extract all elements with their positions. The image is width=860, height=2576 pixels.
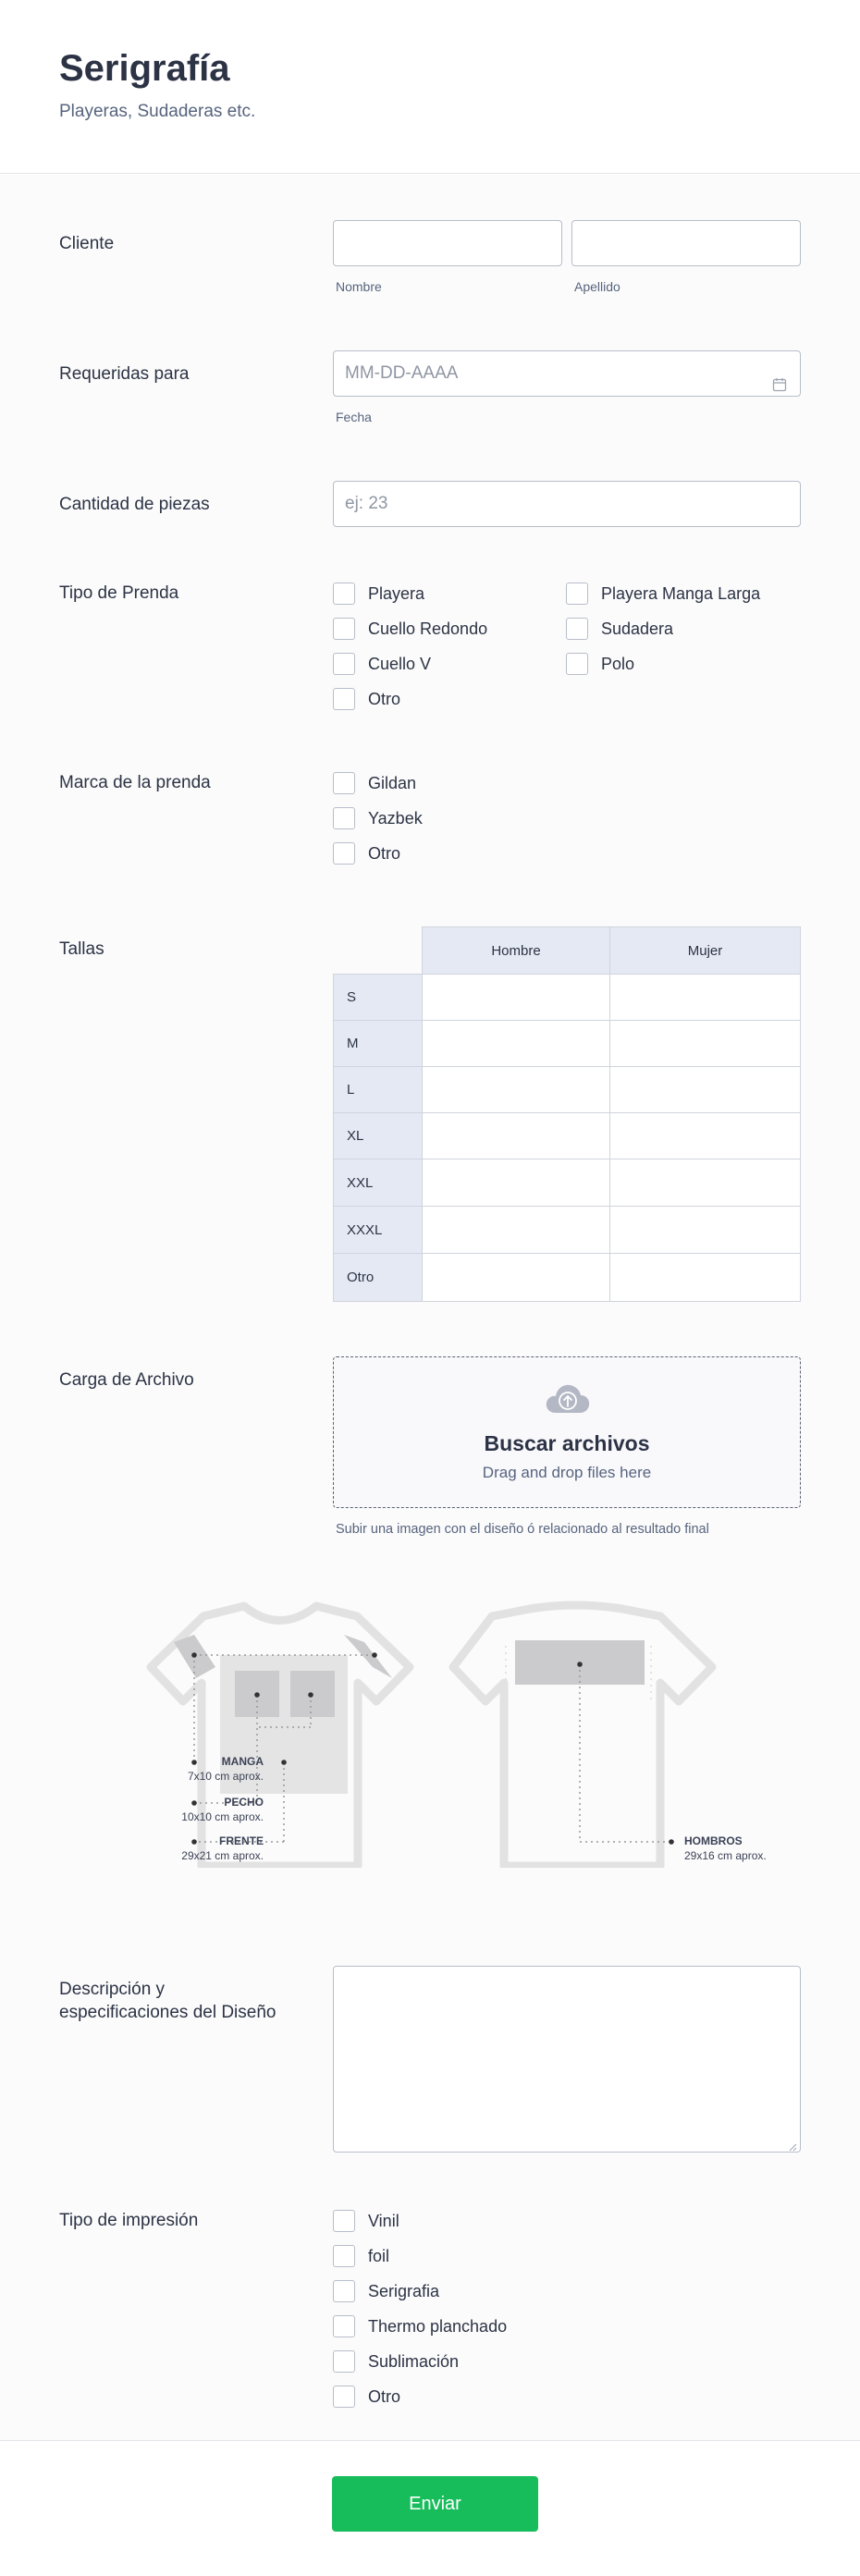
checkbox-label: Vinil [368, 2211, 399, 2230]
checkbox-label: Otro [368, 843, 401, 863]
impresion-label: Tipo de impresión [59, 2211, 199, 2230]
hombros-size: 29x16 cm aprox. [684, 1849, 767, 1862]
checkbox-label: Playera [368, 583, 425, 603]
carga-sublabel: Subir una imagen con el diseño ó relacionado al resultado final [336, 1522, 709, 1537]
tallas-label: Tallas [59, 939, 104, 959]
cloud-upload-icon [545, 1381, 591, 1415]
cell-xxxl-mujer[interactable] [609, 1206, 801, 1254]
manga-size: 7x10 cm aprox. [187, 1770, 264, 1783]
submit-button[interactable]: Enviar [332, 2476, 538, 2532]
checkbox-box[interactable] [566, 653, 588, 675]
nombre-sublabel: Nombre [336, 279, 382, 294]
checkbox-label: Yazbek [368, 808, 423, 828]
marca-label: Marca de la prenda [59, 773, 211, 792]
checkbox-box[interactable] [333, 653, 355, 675]
date-placeholder: MM-DD-AAAA [345, 363, 459, 383]
drag-drop-hint: Drag and drop files here [482, 1464, 652, 1481]
file-upload-dropzone[interactable] [333, 1356, 801, 1508]
checkbox-thermo-planchado[interactable] [333, 2315, 507, 2337]
cliente-label: Cliente [59, 234, 115, 253]
checkbox-gildan[interactable] [333, 772, 416, 794]
cell-s-hombre[interactable] [422, 974, 610, 1021]
frente-label: FRENTE [219, 1834, 264, 1847]
checkbox-sudadera[interactable] [566, 618, 673, 640]
column-header-hombre: Hombre [422, 926, 610, 975]
cantidad-label: Cantidad de piezas [59, 495, 210, 514]
checkbox-box[interactable] [333, 618, 355, 640]
descripcion-label-line2: especificaciones del Diseño [59, 2003, 276, 2022]
checkbox-label: Thermo planchado [368, 2316, 508, 2336]
tipo-prenda-label: Tipo de Prenda [59, 583, 179, 603]
checkbox-otro-marca[interactable] [333, 842, 400, 865]
row-header-otro: Otro [333, 1253, 423, 1302]
checkbox-yazbek[interactable] [333, 807, 423, 829]
checkbox-label: Gildan [368, 773, 417, 792]
checkbox-box[interactable] [333, 2210, 355, 2232]
checkbox-polo[interactable] [566, 653, 634, 675]
cell-xl-mujer[interactable] [609, 1112, 801, 1159]
resize-handle-icon[interactable] [788, 2140, 797, 2149]
requeridas-label: Requeridas para [59, 364, 190, 384]
cell-xxl-mujer[interactable] [609, 1159, 801, 1207]
checkbox-otro-impresion[interactable] [333, 2386, 400, 2408]
nombre-input[interactable] [333, 220, 562, 266]
pecho-size: 10x10 cm aprox. [181, 1810, 264, 1823]
page-title: Serigrafía [59, 48, 230, 89]
descripcion-textarea[interactable] [333, 1966, 801, 2153]
cell-m-mujer[interactable] [609, 1020, 801, 1067]
checkbox-label: Sudadera [601, 619, 674, 638]
checkbox-box[interactable] [566, 583, 588, 605]
checkbox-box[interactable] [333, 688, 355, 710]
checkbox-box[interactable] [333, 2350, 355, 2373]
row-header-s: S [333, 974, 423, 1021]
checkbox-label: Cuello V [368, 654, 432, 673]
cantidad-input[interactable]: ej: 23 [333, 481, 801, 527]
checkbox-label: Otro [368, 689, 401, 708]
cell-xl-hombre[interactable] [422, 1112, 610, 1159]
manga-label: MANGA [221, 1755, 264, 1768]
checkbox-box[interactable] [333, 807, 355, 829]
checkbox-box[interactable] [333, 842, 355, 865]
checkbox-sublimacion[interactable] [333, 2350, 459, 2373]
checkbox-label: Serigrafia [368, 2281, 440, 2300]
checkbox-cuello-v[interactable] [333, 653, 431, 675]
page-subtitle: Playeras, Sudaderas etc. [59, 102, 256, 121]
pecho-label: PECHO [224, 1796, 264, 1809]
cell-xxl-hombre[interactable] [422, 1159, 610, 1207]
calendar-icon[interactable] [772, 365, 787, 380]
cell-m-hombre[interactable] [422, 1020, 610, 1067]
checkbox-box[interactable] [333, 2386, 355, 2408]
fecha-sublabel: Fecha [336, 410, 372, 424]
checkbox-label: foil [368, 2246, 390, 2265]
frente-size: 29x21 cm aprox. [181, 1849, 264, 1862]
apellido-sublabel: Apellido [574, 279, 620, 294]
checkbox-cuello-redondo[interactable] [333, 618, 487, 640]
checkbox-label: Otro [368, 2386, 401, 2406]
carga-label: Carga de Archivo [59, 1370, 194, 1390]
form-header [0, 0, 860, 174]
row-header-xxxl: XXXL [333, 1206, 423, 1254]
checkbox-playera-manga-larga[interactable] [566, 583, 760, 605]
cell-s-mujer[interactable] [609, 974, 801, 1021]
print-placement-diagram [83, 1600, 786, 1868]
checkbox-label: Polo [601, 654, 635, 673]
cell-l-mujer[interactable] [609, 1066, 801, 1113]
apellido-input[interactable] [571, 220, 801, 266]
checkbox-serigrafia[interactable] [333, 2280, 439, 2302]
hombros-label: HOMBROS [684, 1834, 743, 1847]
checkbox-label: Cuello Redondo [368, 619, 488, 638]
cell-otro-hombre[interactable] [422, 1253, 610, 1302]
row-header-xl: XL [333, 1112, 423, 1159]
checkbox-label: Playera Manga Larga [601, 583, 761, 603]
descripcion-label-line1: Descripción y [59, 1980, 166, 1999]
cell-xxxl-hombre[interactable] [422, 1206, 610, 1254]
cell-otro-mujer[interactable] [609, 1253, 801, 1302]
checkbox-box[interactable] [333, 583, 355, 605]
browse-files-button[interactable]: Buscar archivos [484, 1431, 650, 1455]
checkbox-playera[interactable] [333, 583, 424, 605]
date-input[interactable] [333, 350, 801, 397]
tallas-grid [333, 926, 801, 1302]
checkbox-box[interactable] [333, 772, 355, 794]
checkbox-label: Sublimación [368, 2351, 460, 2371]
checkbox-box[interactable] [333, 2245, 355, 2267]
row-header-m: M [333, 1020, 423, 1067]
row-header-xxl: XXL [333, 1159, 423, 1207]
checkbox-box[interactable] [333, 2315, 355, 2337]
column-header-mujer: Mujer [609, 926, 801, 975]
checkbox-vinil[interactable] [333, 2210, 399, 2232]
checkbox-box[interactable] [333, 2280, 355, 2302]
checkbox-otro-prenda[interactable] [333, 688, 400, 710]
checkbox-foil[interactable] [333, 2245, 389, 2267]
row-header-l: L [333, 1066, 423, 1113]
checkbox-box[interactable] [566, 618, 588, 640]
cell-l-hombre[interactable] [422, 1066, 610, 1113]
